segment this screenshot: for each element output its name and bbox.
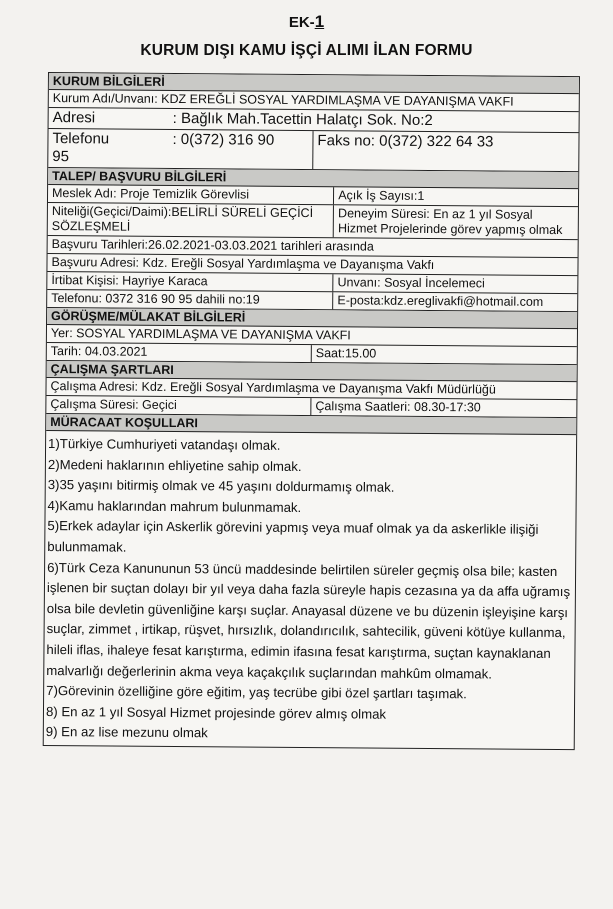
address-label: Adresi (52, 109, 96, 127)
section-talep: TALEP/ BAŞVURU BİLGİLERİ (48, 168, 578, 189)
phone-value: : 0(372) 316 90 (172, 130, 275, 149)
interview-place: Yer: SOSYAL YARDIMLAŞMA VE DAYANIŞMA VAKFI (50, 326, 351, 343)
experience-requirement: Deneyim Süresi: En az 1 yıl Sosyal Hizmet Projelerinde görev yapmış olmak (337, 206, 563, 238)
work-duration: Çalışma Süresi: Geçici (46, 396, 311, 415)
list-item: 3)35 yaşını bitirmiş olmak ve 45 yaşını doldurmamış olmak. (47, 477, 395, 495)
work-hours: Çalışma Saatleri: 08.30-17:30 (315, 399, 481, 415)
annex-number: 1 (314, 12, 325, 31)
employment-type: Niteliği(Geçici/Daimi):BELİRLİ SÜRELİ GEÇİCİ SÖZLEŞMELİ (48, 203, 334, 237)
list-item: 6)Türk Ceza Kanununun 53 üncü maddesinde belirtilen süreler geçmiş olsa bile; kasten işlenen bir suçtan dolayı bir yıl veya daha fazla süreyle hapis cezasına ya da affa uğramış olsa bile devletin güvenliğine karşı suçlar. Anayasal düzene ve bu düzenin işleyişine karşı suçlar, zimmet , irtikap, rüşvet, hırsızlık, dolandırıcılık, sahtecilik, güveni kötüye kullanma, hileli iflas, ihaleye fesat karıştırma, edimin ifasına fesat karıştırma, suçtan kaynaklanan malvarlığı değerlerinin akma veya kaçakçılık suçlarından mahkûm olmamak. (46, 559, 571, 682)
list-item: 7)Görevinin özelliğine göre eğitim, yaş tecrübe gibi özel şartları taşımak. (46, 683, 467, 702)
application-dates: Başvuru Tarihleri:26.02.2021-03.03.2021 tarihleri arasında (51, 237, 374, 254)
contact-phone: Telefonu: 0372 316 90 95 dahili no:19 (47, 290, 333, 309)
list-item: 2)Medeni haklarının ehliyetine sahip olmak. (47, 456, 302, 474)
requirements-list (44, 431, 576, 749)
contact-email: E-posta:kdz.ereglivakfi@hotmail.com (337, 293, 544, 309)
contact-title: Unvanı: Sosyal İncelemeci (337, 275, 485, 291)
open-positions: Açık İş Sayısı:1 (338, 188, 425, 203)
phone-continued: 95 (52, 148, 70, 166)
kurum-contact-row (48, 129, 578, 172)
kurum-name: Kurum Adı/Unvanı: KDZ EREĞLİ SOSYAL YARDIMLAŞMA VE DAYANIŞMA VAKFI (52, 91, 514, 109)
phone-cell (48, 129, 313, 169)
interview-hour: Saat:15.00 (315, 346, 377, 361)
form-title: KURUM DIŞI KAMU İŞÇİ ALIMI İLAN FORMU (140, 42, 473, 59)
nitelik-row (48, 203, 578, 240)
section-kurum: KURUM BİLGİLERİ (49, 73, 579, 94)
interview-date: Tarih: 04.03.2021 (47, 343, 312, 362)
section-muracaat: MÜRACAAT KOŞULLARI (46, 414, 576, 435)
section-calisma: ÇALIŞMA ŞARTLARI (47, 361, 577, 382)
annex-prefix: EK- (288, 14, 315, 31)
list-item: 1)Türkiye Cumhuriyeti vatandaşı olmak. (48, 436, 281, 453)
contact-person: İrtibat Kişisi: Hayriye Karaca (47, 272, 333, 291)
list-item: 8) En az 1 yıl Sosyal Hizmet projesinde görev almış olmak (45, 703, 387, 722)
application-address: Başvuru Adresi: Kdz. Ereğli Sosyal Yardımlaşma ve Dayanışma Vakfı (51, 255, 435, 273)
occupation: Meslek Adı: Proje Temizlik Görevlisi (48, 185, 334, 204)
announcement-form (43, 72, 580, 750)
address-value: : Bağlık Mah.Tacettin Halatçı Sok. No:2 (172, 109, 433, 130)
phone-label: Telefonu (52, 130, 110, 148)
fax-number: Faks no: 0(372) 322 64 33 (317, 132, 494, 151)
list-item: 5)Erkek adaylar için Askerlik görevini yapmış veya muaf olmak ya da askerlikle ilişiği bulunmamak. (47, 518, 539, 555)
work-address: Çalışma Adresi: Kdz. Ereğli Sosyal Yardımlaşma ve Dayanışma Vakfı Müdürlüğü (50, 379, 496, 397)
section-gorusme: GÖRÜŞME/MÜLAKAT BİLGİLERİ (47, 308, 577, 329)
list-item: 4)Kamu haklarından mahrum bulunmamak. (47, 497, 302, 515)
list-item: 9) En az lise mezunu olmak (45, 724, 208, 741)
annex-label (0, 12, 613, 32)
